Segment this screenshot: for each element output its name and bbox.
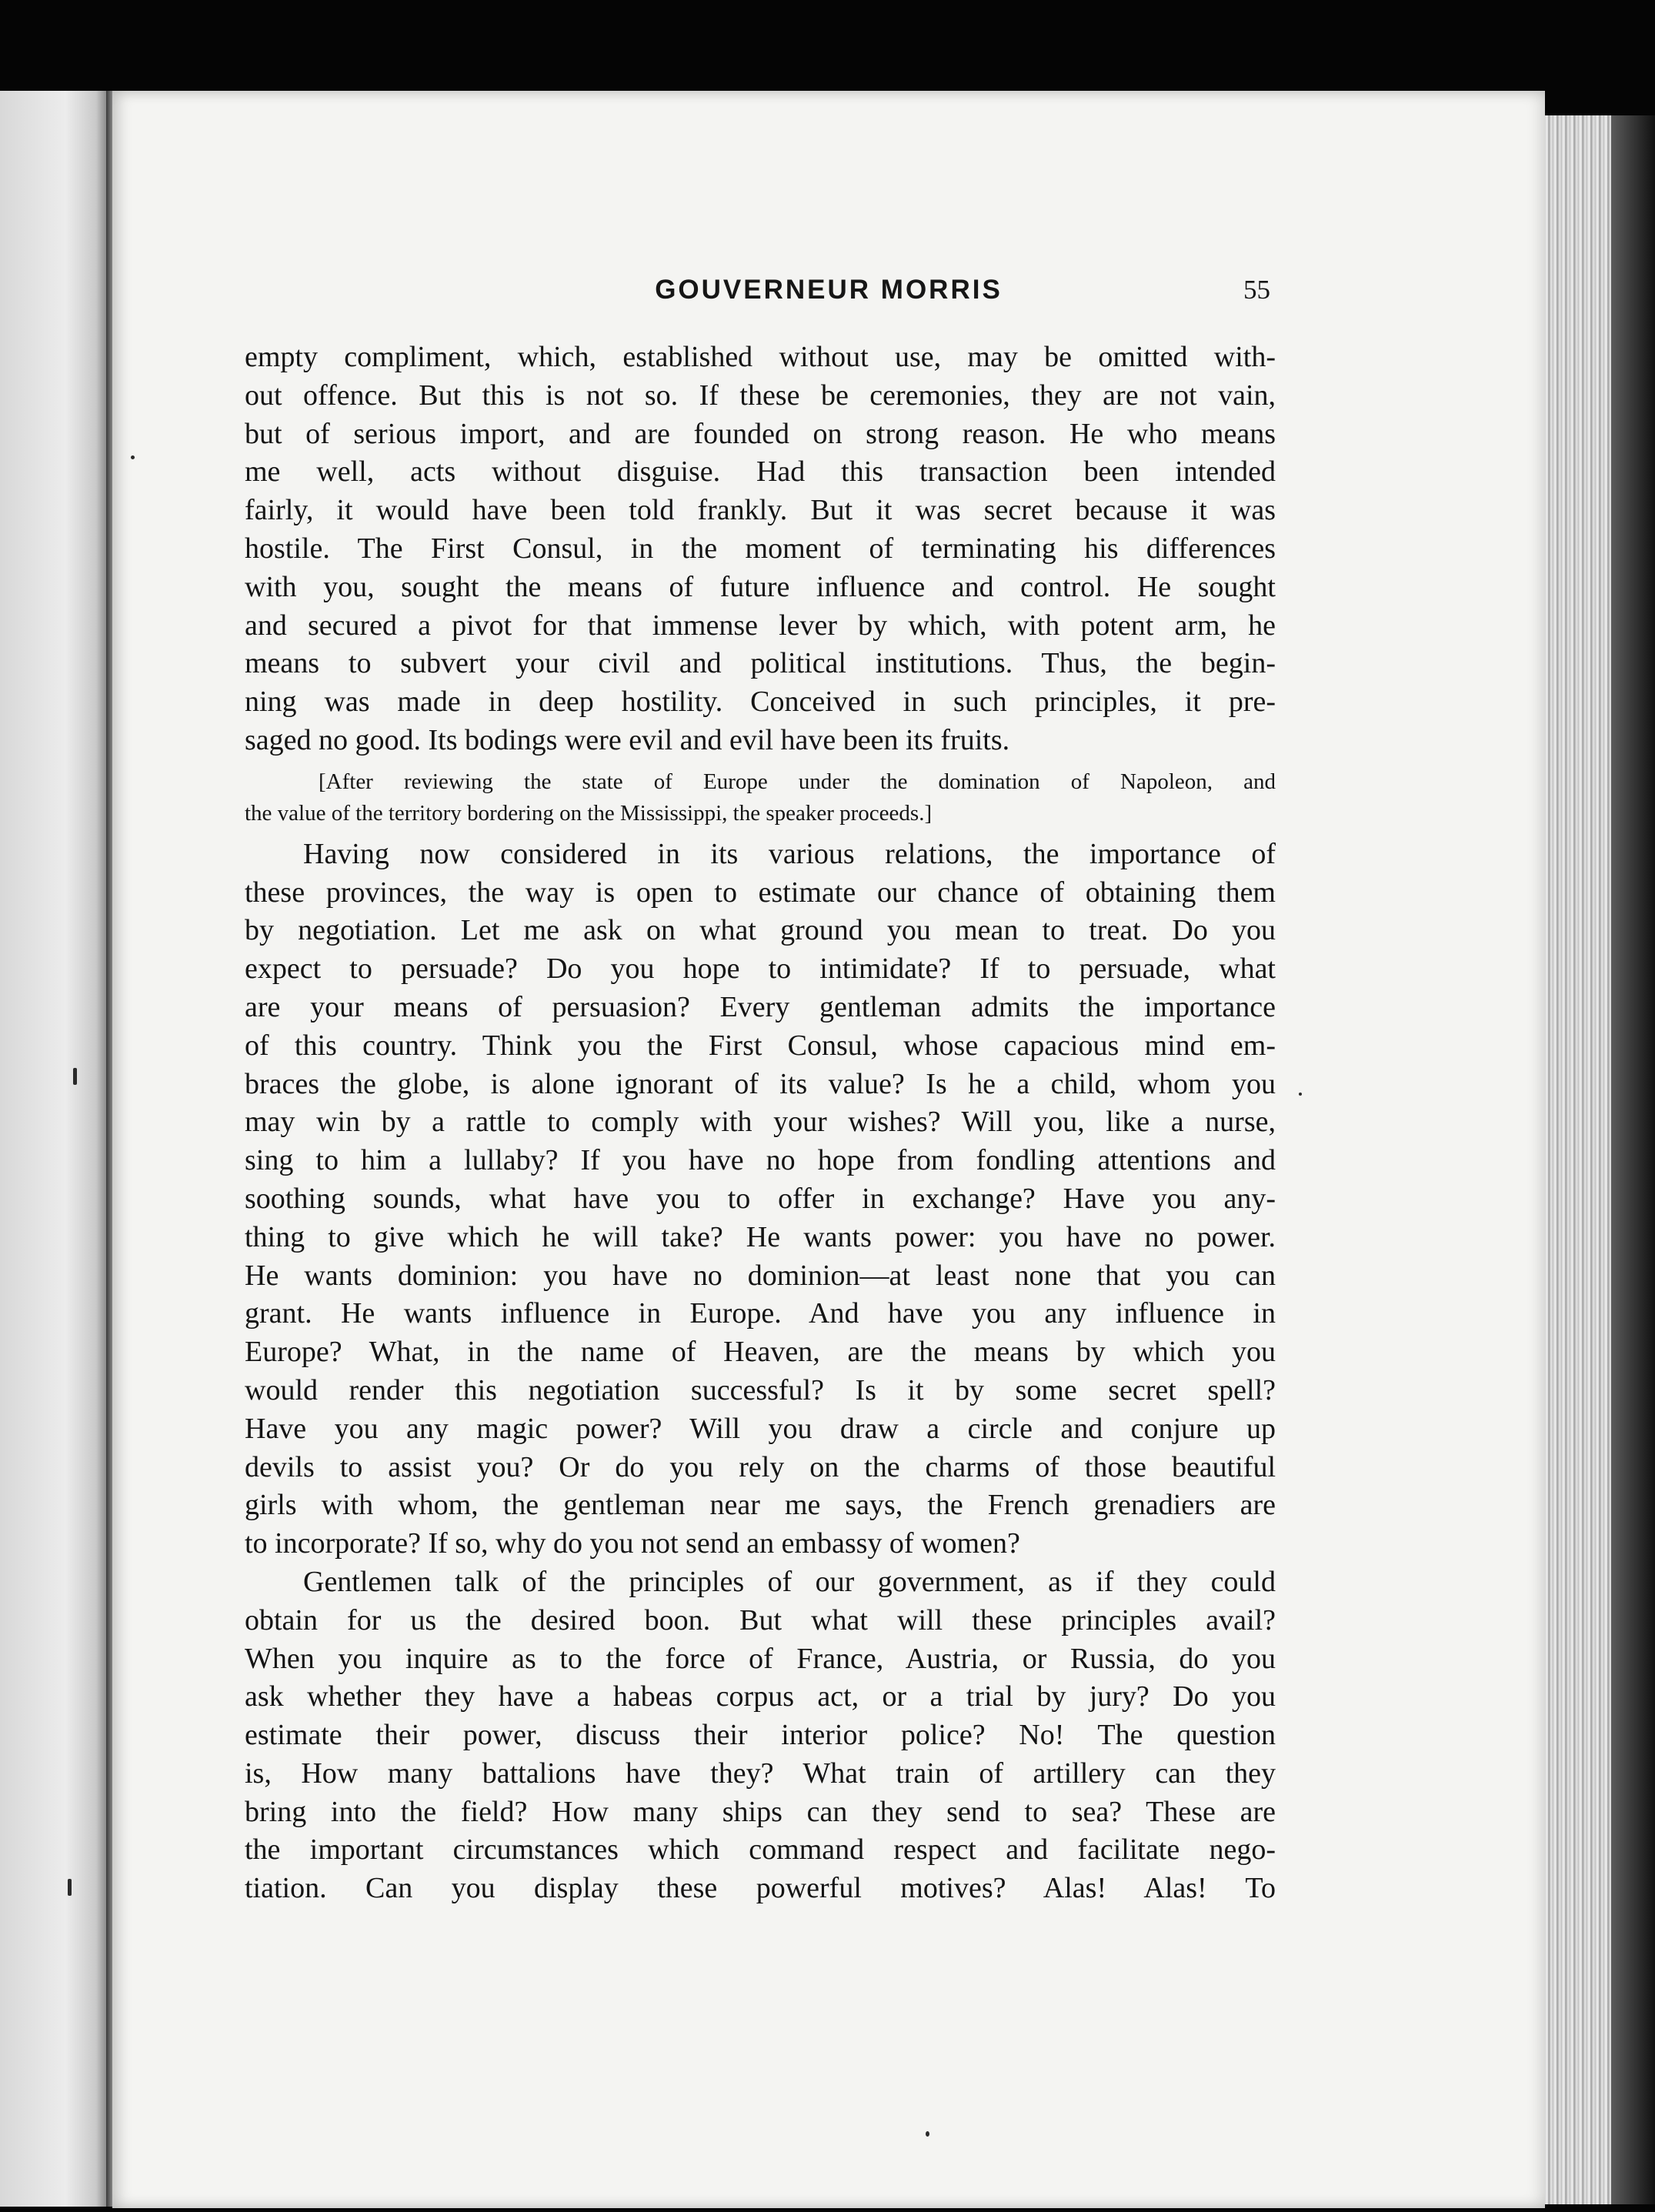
- text-line: me well, acts without disguise. Had this transaction been intended: [245, 455, 1276, 489]
- text-line: Gentlemen talk of the principles of our government, as if they could: [303, 1565, 1276, 1598]
- paragraph-2: [245, 836, 1276, 1563]
- scan-speck: [926, 2131, 929, 2137]
- text-line: sing to him a lullaby? If you have no hope from fondling attentions and: [245, 1144, 1276, 1177]
- text-line: obtain for us the desired boon. But what will these principles avail?: [245, 1603, 1276, 1636]
- scan-speck: [1299, 1093, 1302, 1096]
- page-number: 55: [1243, 275, 1270, 305]
- text-line: Have you any magic power? Will you draw a circle and conjure up: [245, 1412, 1276, 1445]
- text-line: braces the globe, is alone ignorant of its value? Is he a child, whom you: [245, 1067, 1276, 1100]
- paragraph-3: [245, 1563, 1276, 1908]
- text-line: may win by a rattle to comply with your wishes? Will you, like a nurse,: [245, 1106, 1276, 1139]
- text-line: and secured a pivot for that immense lever by which, with potent arm, he: [245, 609, 1276, 642]
- left-page-edge: [0, 91, 109, 2207]
- text-line: saged no good. Its bodings were evil and evil have been its fruits.: [245, 723, 1010, 756]
- text-line: bring into the field? How many ships can they send to sea? These are: [245, 1795, 1276, 1828]
- scan-speck: [68, 1879, 72, 1896]
- text-line: but of serious import, and are founded on strong reason. He who means: [245, 417, 1276, 450]
- editorial-note: [245, 766, 1276, 829]
- text-line: estimate their power, discuss their interior police? No! The question: [245, 1719, 1276, 1752]
- text-line: girls with whom, the gentleman near me says, the French grenadiers are: [245, 1489, 1276, 1522]
- text-line: Having now considered in its various relations, the importance of: [303, 837, 1276, 870]
- text-line: When you inquire as to the force of France, Austria, or Russia, do you: [245, 1642, 1276, 1675]
- text-line: ning was made in deep hostility. Conceived in such principles, it pre-: [245, 686, 1276, 719]
- text-line: are your means of persuasion? Every gentleman admits the importance: [245, 990, 1276, 1023]
- note-line: the value of the territory bordering on the Mississippi, the speaker proceeds.]: [245, 800, 933, 826]
- text-line: out offence. But this is not so. If these be ceremonies, they are not vain,: [245, 379, 1276, 412]
- text-line: fairly, it would have been told frankly. But it was secret because it was: [245, 494, 1276, 527]
- text-line: of this country. Think you the First Consul, whose capacious mind em-: [245, 1029, 1276, 1062]
- page-stack-shadow: [1611, 115, 1655, 2204]
- text-line: empty compliment, which, established without use, may be omitted with-: [245, 341, 1276, 373]
- text-line: would render this negotiation successful? Is it by some secret spell?: [245, 1373, 1276, 1406]
- scan-speck: [73, 1068, 77, 1085]
- text-line: with you, sought the means of future influence and control. He sought: [245, 570, 1276, 603]
- text-line: thing to give which he will take? He wants power: you have no power.: [245, 1220, 1276, 1253]
- paragraph-1: [245, 339, 1276, 760]
- text-line: soothing sounds, what have you to offer in exchange? Have you any-: [245, 1182, 1276, 1215]
- text-line: hostile. The First Consul, in the moment of terminating his differences: [245, 532, 1276, 565]
- text-line: tiation. Can you display these powerful motives? Alas! Alas! To: [245, 1872, 1276, 1905]
- text-line: Europe? What, in the name of Heaven, are the means by which you: [245, 1336, 1276, 1369]
- note-line: [After reviewing the state of Europe under the domination of Napoleon, and: [319, 769, 1276, 794]
- text-line: the important circumstances which command respect and facilitate nego-: [245, 1833, 1276, 1867]
- scan-speck: [131, 455, 135, 459]
- text-line: grant. He wants influence in Europe. And have you any influence in: [245, 1297, 1276, 1330]
- running-head: [112, 275, 1545, 313]
- running-title: GOUVERNEUR MORRIS: [655, 275, 1003, 305]
- text-line: expect to persuade? Do you hope to intimidate? If to persuade, what: [245, 953, 1276, 986]
- text-line: by negotiation. Let me ask on what ground you mean to treat. Do you: [245, 914, 1276, 947]
- text-line: ask whether they have a habeas corpus act, or a trial by jury? Do you: [245, 1680, 1276, 1713]
- text-line: He wants dominion: you have no dominion—at least none that you can: [245, 1259, 1276, 1292]
- text-line: is, How many battalions have they? What train of artillery can they: [245, 1757, 1276, 1790]
- text-line: means to subvert your civil and political institutions. Thus, the begin-: [245, 647, 1276, 680]
- text-line: these provinces, the way is open to estimate our chance of obtaining them: [245, 876, 1276, 909]
- page-stack-edge: [1545, 115, 1611, 2204]
- text-line: devils to assist you? Or do you rely on the charms of those beautiful: [245, 1450, 1276, 1483]
- body-text: [245, 339, 1276, 1908]
- text-line: to incorporate? If so, why do you not send an embassy of women?: [245, 1527, 1020, 1560]
